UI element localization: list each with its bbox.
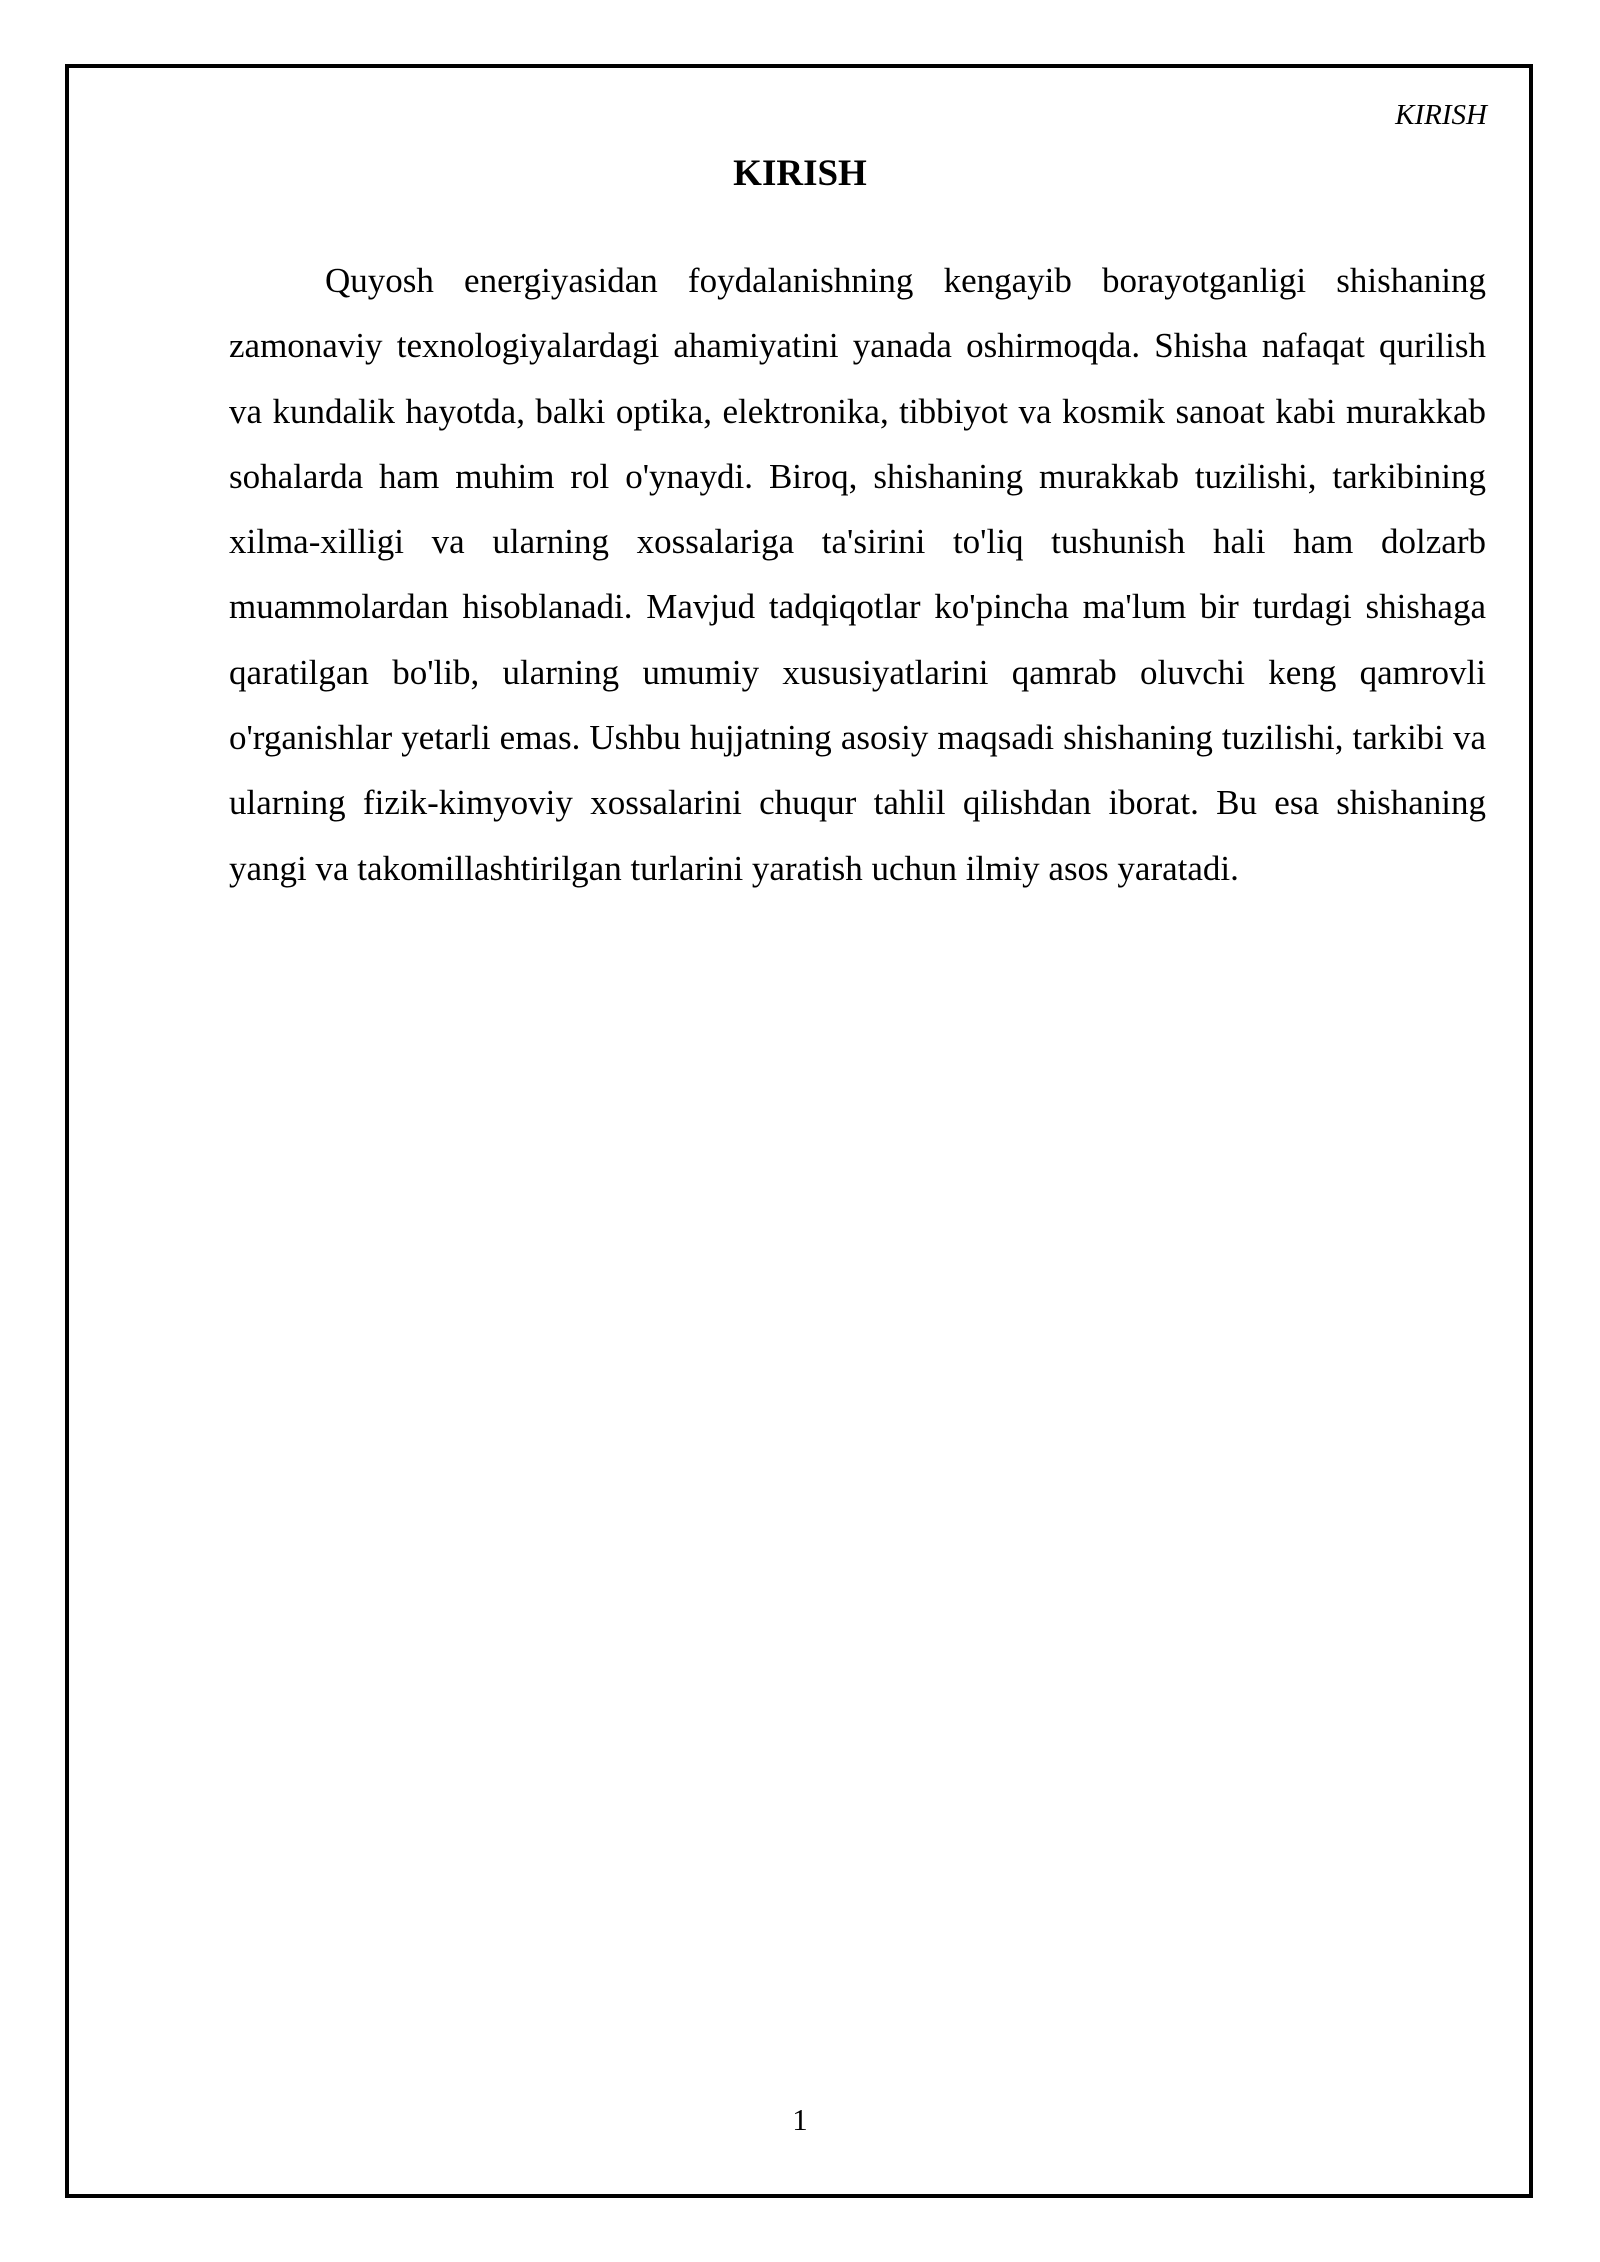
section-title: KIRISH	[733, 153, 867, 194]
body-paragraph: Quyosh energiyasidan foydalanishning kengayib borayotganligi shishaning zamonaviy texnologiyalardagi ahamiyatini yanada oshirmoqda. Shisha nafaqat qurilish va kundalik hayotda, balki optika, elektronika, tibbiyot va kosmik sanoat kabi murakkab sohalarda ham muhim rol o'ynaydi. Biroq, shishaning murakkab tuzilishi, tarkibining xilma-xilligi va ularning xossalariga ta'sirini to'liq tushunish hali ham dolzarb muammolardan hisoblanadi. Mavjud tadqiqotlar ko'pincha ma'lum bir turdagi shishaga qaratilgan bo'lib, ularning umumiy xususiyatlarini qamrab oluvchi keng qamrovli o'rganishlar yetarli emas. Ushbu hujjatning asosiy maqsadi shishaning tuzilishi, tarkibi va ularning fizik-kimyoviy xossalarini chuqur tahlil qilishdan iborat. Bu esa shishaning yangi va takomillashtirilgan turlarini yaratish uchun ilmiy asos yaratadi.	[229, 261, 1486, 888]
page-number: 1	[792, 2102, 808, 2137]
running-header: KIRISH	[1395, 99, 1487, 131]
